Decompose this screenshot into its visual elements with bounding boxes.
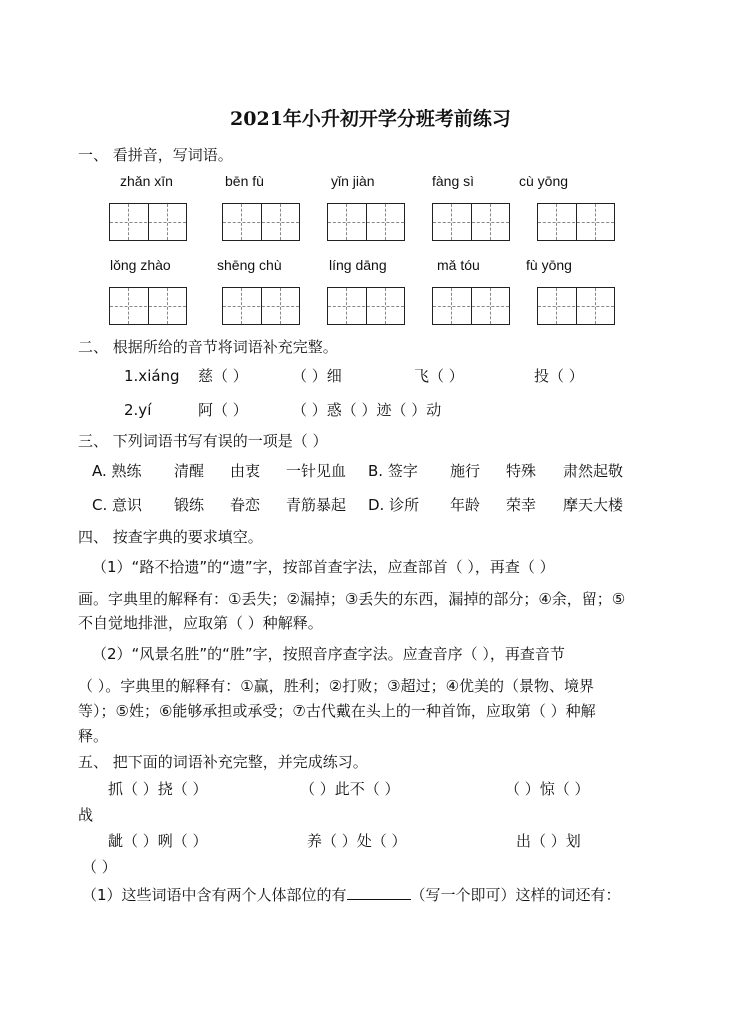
question-text: （1）这些词语中含有两个人体部位的有 <box>82 886 347 904</box>
option-word: 特殊 <box>506 462 537 480</box>
section-5-heading: 五、 把下面的词语补充完整，并完成练习。 <box>78 753 368 771</box>
paragraph-line: 释。 <box>78 727 109 745</box>
syllable-label: 2.yí <box>124 401 152 419</box>
option-word: 一针见血 <box>286 462 347 480</box>
writing-grid[interactable] <box>432 287 510 325</box>
pinyin: cù yōng <box>519 173 569 189</box>
writing-grid[interactable] <box>109 287 187 325</box>
paragraph-line: 等）；⑤姓；⑥能够承担或承受；⑦古代戴在头上的一种首饰，应取第（ ）种解 <box>78 702 596 720</box>
section-2-heading: 二、 根据所给的音节将词语补充完整。 <box>78 338 338 356</box>
fill-item: 抓（ ）挠（ ） <box>108 780 208 798</box>
fill-item-wrap: （ ） <box>82 858 117 876</box>
pinyin: líng dāng <box>329 257 387 273</box>
option-word: 青筋暴起 <box>286 496 347 514</box>
fill-item-wrap: 战 <box>78 806 94 824</box>
writing-grid[interactable] <box>432 203 510 241</box>
paragraph-line: （2）“风景名胜”的“胜”字，按照音序查字法。应查音序（ ），再查音节 <box>92 645 565 663</box>
pinyin: lǒng zhào <box>110 257 171 273</box>
fill-item: 投（ ） <box>534 367 584 385</box>
pinyin: mǎ tóu <box>437 257 480 273</box>
section-1-heading: 一、 看拼音，写词语。 <box>78 146 233 164</box>
question-line <box>82 886 621 906</box>
paragraph-line: 不自觉地排泄，应取第（ ）种解释。 <box>78 614 323 632</box>
option-word: 眷恋 <box>230 496 261 514</box>
answer-blank[interactable] <box>347 887 411 900</box>
pinyin: shēng chù <box>217 257 282 273</box>
section-3-heading: 三、 下列词语书写有误的一项是（ ） <box>78 432 328 450</box>
fill-item: 慈（ ） <box>198 367 248 385</box>
fill-item: （ ）惊（ ） <box>505 780 590 798</box>
fill-item: 阿（ ） <box>198 401 248 419</box>
pinyin: zhǎn xīn <box>120 173 173 189</box>
fill-item: （ ）此不（ ） <box>300 780 400 798</box>
writing-grid[interactable] <box>222 287 300 325</box>
option-word: D. 诊所 <box>368 496 420 514</box>
option-word: 年龄 <box>450 496 481 514</box>
question-text: （写一个即可）这样的词还有： <box>410 886 621 904</box>
writing-grid[interactable] <box>327 287 405 325</box>
fill-item: 养（ ）处（ ） <box>307 832 407 850</box>
syllable-label: 1.xiáng <box>124 367 180 385</box>
option-word: A. 熟练 <box>92 462 142 480</box>
fill-item: （ ）细 <box>292 367 342 385</box>
writing-grid[interactable] <box>537 203 615 241</box>
writing-grid[interactable] <box>109 203 187 241</box>
option-word: B. 签字 <box>368 462 418 480</box>
writing-grid[interactable] <box>537 287 615 325</box>
pinyin: yǐn jiàn <box>331 173 375 189</box>
option-word: 施行 <box>450 462 481 480</box>
option-word: 摩天大楼 <box>563 496 624 514</box>
option-word: C. 意识 <box>92 496 143 514</box>
paragraph-line: （1）“路不拾遗”的“遗”字，按部首查字法，应查部首（ ），再查（ ） <box>92 558 555 576</box>
fill-item: （ ）惑（ ）迹（ ）动 <box>292 401 442 419</box>
page-title: 2021年小升初开学分班考前练习 <box>230 108 511 130</box>
option-word: 荣幸 <box>506 496 537 514</box>
pinyin: fàng sì <box>432 173 475 189</box>
paragraph-line: 画。字典里的解释有：①丢失；②漏掉；③丢失的东西，漏掉的部分；④余，留；⑤ <box>78 590 626 608</box>
option-word: 清醒 <box>174 462 205 480</box>
paragraph-line: （ ）。字典里的解释有：①赢，胜利；②打败；③超过；④优美的（景物、境界 <box>78 677 595 695</box>
writing-grid[interactable] <box>327 203 405 241</box>
section-4-heading: 四、 按查字典的要求填空。 <box>78 528 263 546</box>
fill-item: 出（ ）划 <box>516 832 581 850</box>
writing-grid[interactable] <box>222 203 300 241</box>
pinyin: bēn fù <box>225 173 264 189</box>
option-word: 肃然起敬 <box>563 462 624 480</box>
pinyin: fù yōng <box>526 257 572 273</box>
fill-item: 龇（ ）咧（ ） <box>108 832 208 850</box>
fill-item: 飞（ ） <box>414 367 464 385</box>
option-word: 由衷 <box>230 462 261 480</box>
option-word: 锻练 <box>174 496 205 514</box>
